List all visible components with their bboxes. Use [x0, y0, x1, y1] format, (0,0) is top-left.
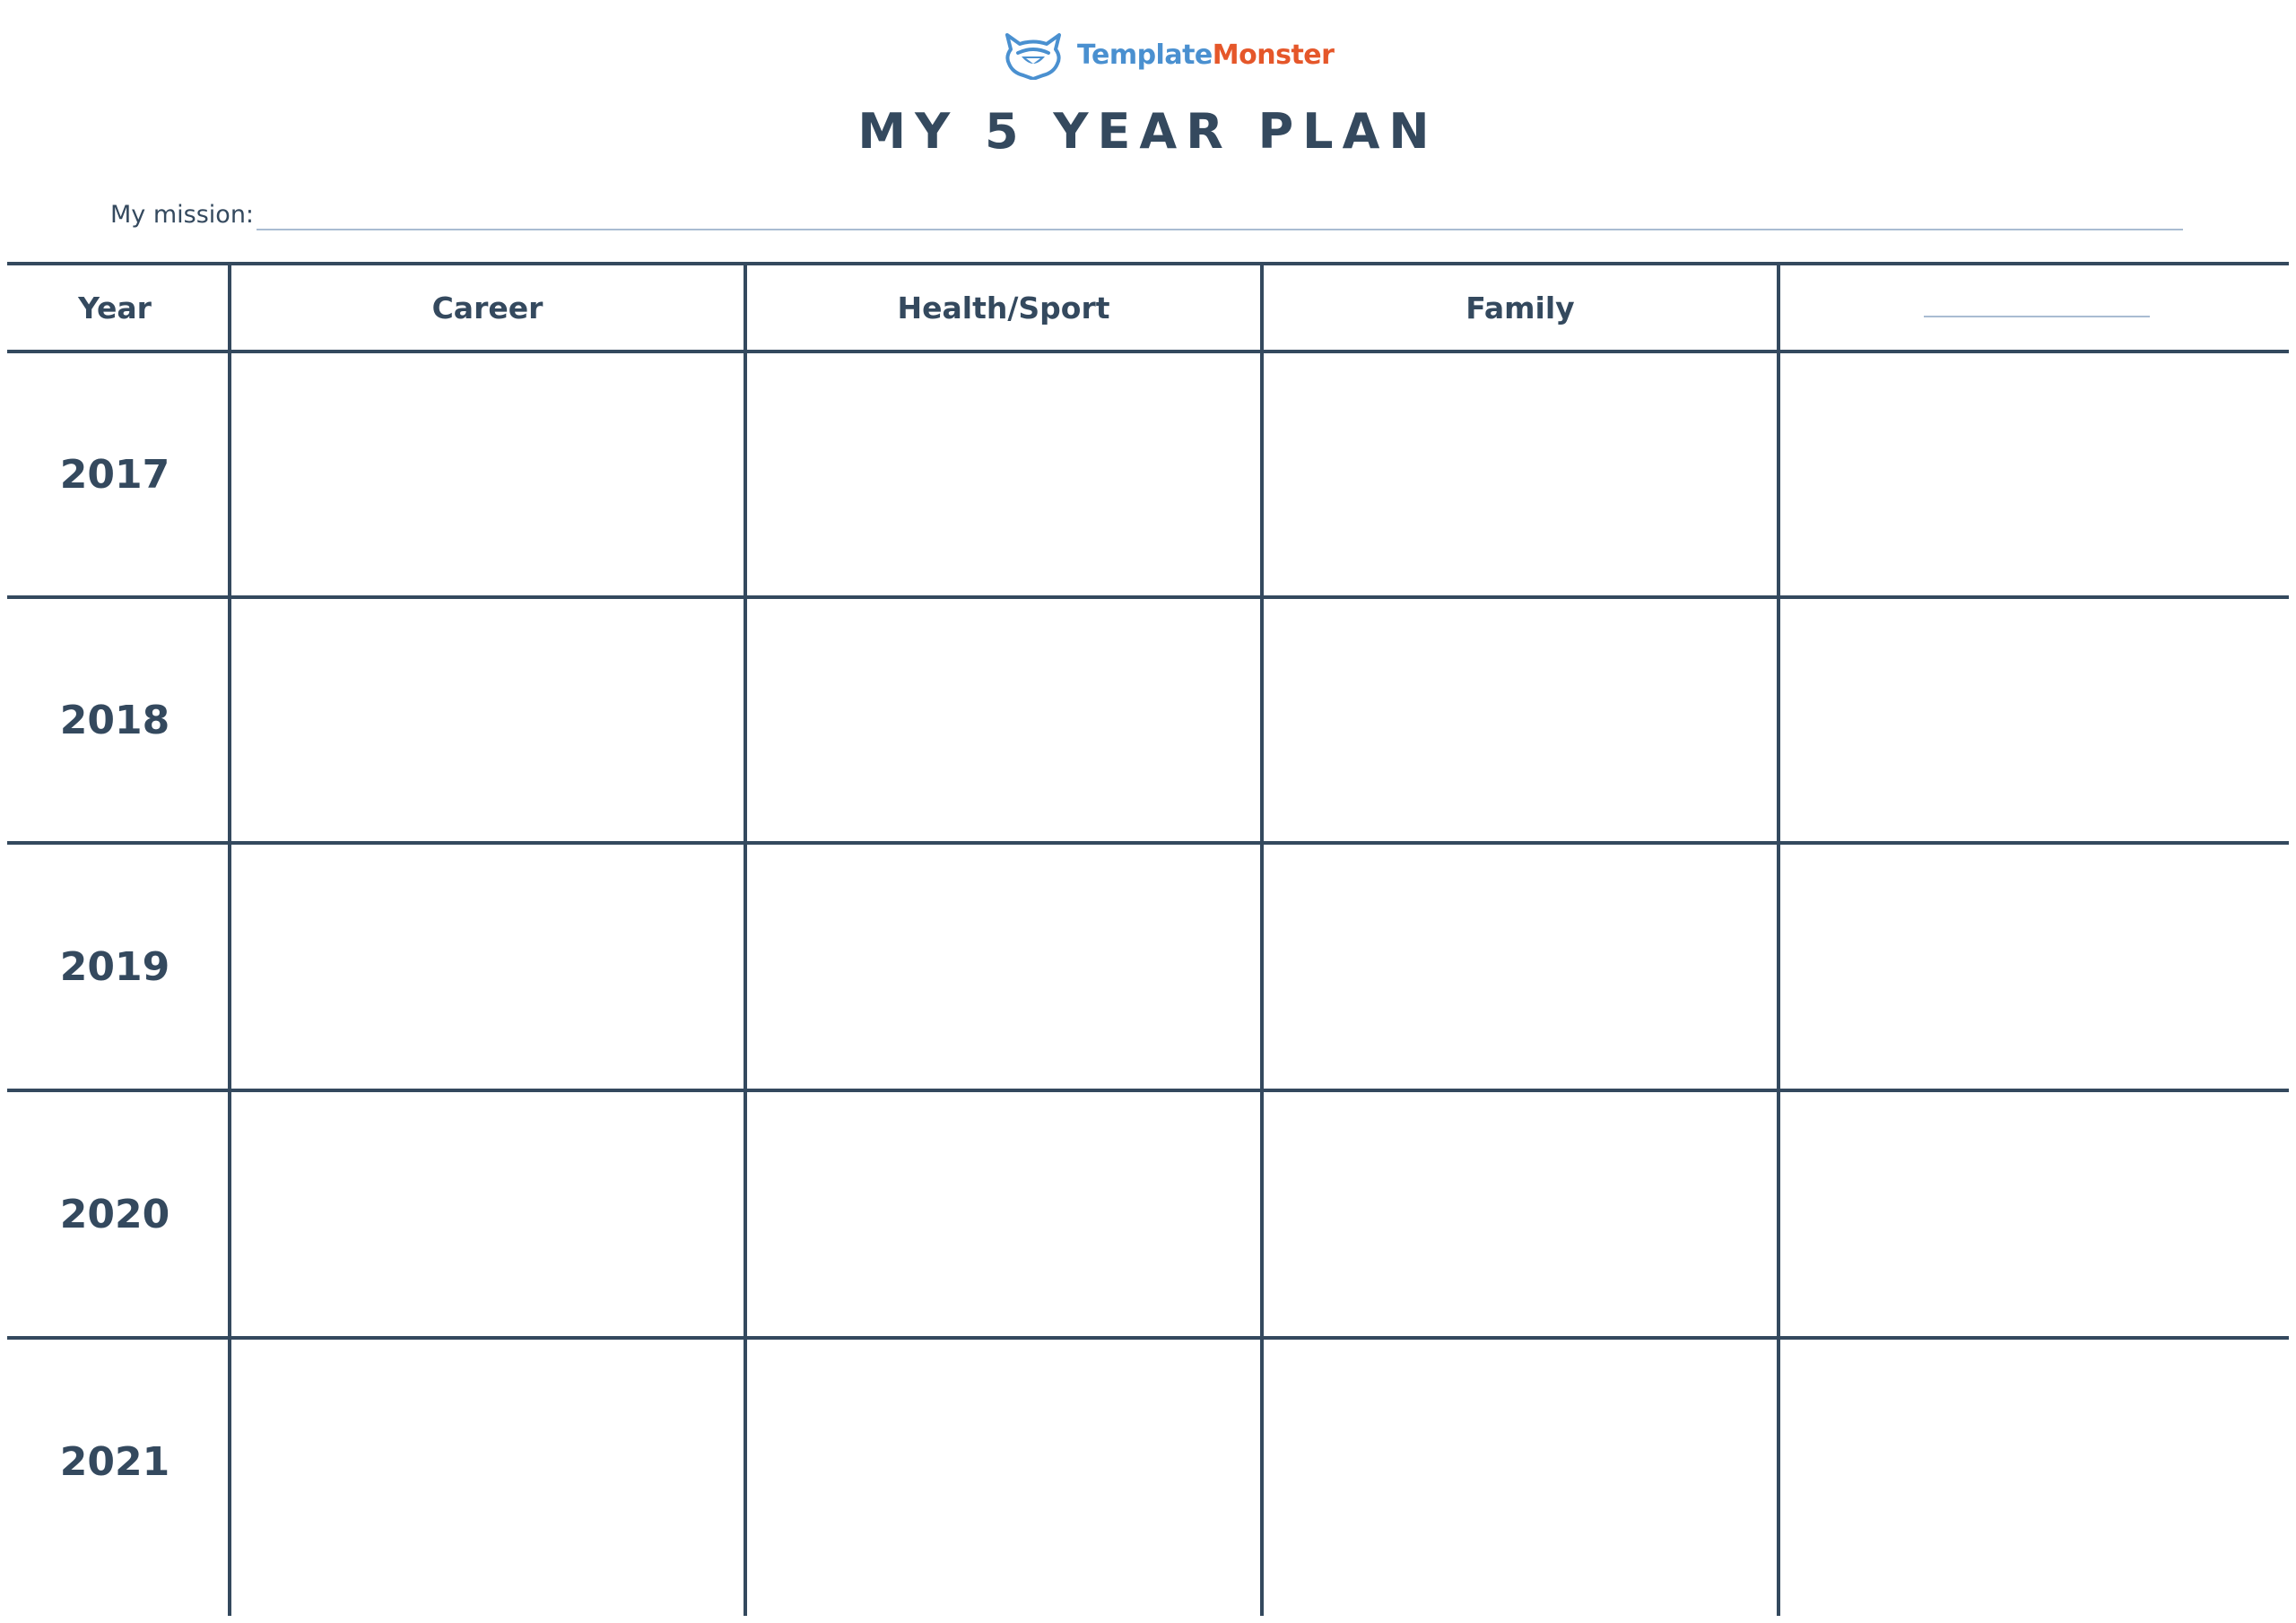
year-label-2021: 2021 — [59, 1438, 170, 1485]
plan-cell-2019-career[interactable] — [231, 845, 744, 1089]
plan-cell-2017-health-sport[interactable] — [747, 353, 1260, 595]
plan-cell-2019-health-sport[interactable] — [747, 845, 1260, 1089]
plan-cell-2021-health-sport[interactable] — [747, 1340, 1260, 1616]
plan-cell-2020-custom[interactable] — [1780, 1092, 2289, 1336]
plan-cell-2017-family[interactable] — [1264, 353, 1777, 595]
custom-category-input-line[interactable] — [1924, 316, 2150, 317]
plan-cell-2017-custom[interactable] — [1780, 353, 2289, 595]
plan-cell-2019-family[interactable] — [1264, 845, 1777, 1089]
header-custom-category[interactable] — [1780, 265, 2293, 350]
plan-cell-2018-custom[interactable] — [1780, 599, 2289, 841]
mission-label: My mission: — [110, 201, 255, 229]
page-title: MY 5 YEAR PLAN — [857, 103, 1439, 160]
brand-name-part1: Template — [1077, 39, 1213, 71]
brand-wordmark — [1077, 39, 1334, 71]
plan-cell-2021-career[interactable] — [231, 1340, 744, 1616]
plan-cell-2020-career[interactable] — [231, 1092, 744, 1336]
year-label-2020: 2020 — [59, 1191, 170, 1237]
plan-cell-2018-family[interactable] — [1264, 599, 1777, 841]
brand-logo — [1002, 30, 1334, 80]
year-label-2018: 2018 — [59, 697, 170, 743]
plan-cell-2018-health-sport[interactable] — [747, 599, 1260, 841]
year-label-2019: 2019 — [59, 943, 170, 990]
header-year: Year — [78, 290, 152, 325]
plan-cell-2020-family[interactable] — [1264, 1092, 1777, 1336]
brand-name-part2: Monster — [1212, 39, 1335, 71]
mission-input-line[interactable] — [257, 229, 2183, 230]
header-career: Career — [431, 290, 544, 325]
plan-cell-2017-career[interactable] — [231, 353, 744, 595]
plan-cell-2021-custom[interactable] — [1780, 1340, 2289, 1616]
monster-face-icon — [1002, 30, 1065, 80]
header-health-sport: Health/Sport — [897, 290, 1110, 325]
plan-cell-2020-health-sport[interactable] — [747, 1092, 1260, 1336]
plan-table — [0, 262, 2296, 1623]
plan-cell-2021-family[interactable] — [1264, 1340, 1777, 1616]
header-family: Family — [1465, 290, 1575, 325]
plan-cell-2018-career[interactable] — [231, 599, 744, 841]
year-label-2017: 2017 — [59, 451, 170, 498]
plan-cell-2019-custom[interactable] — [1780, 845, 2289, 1089]
